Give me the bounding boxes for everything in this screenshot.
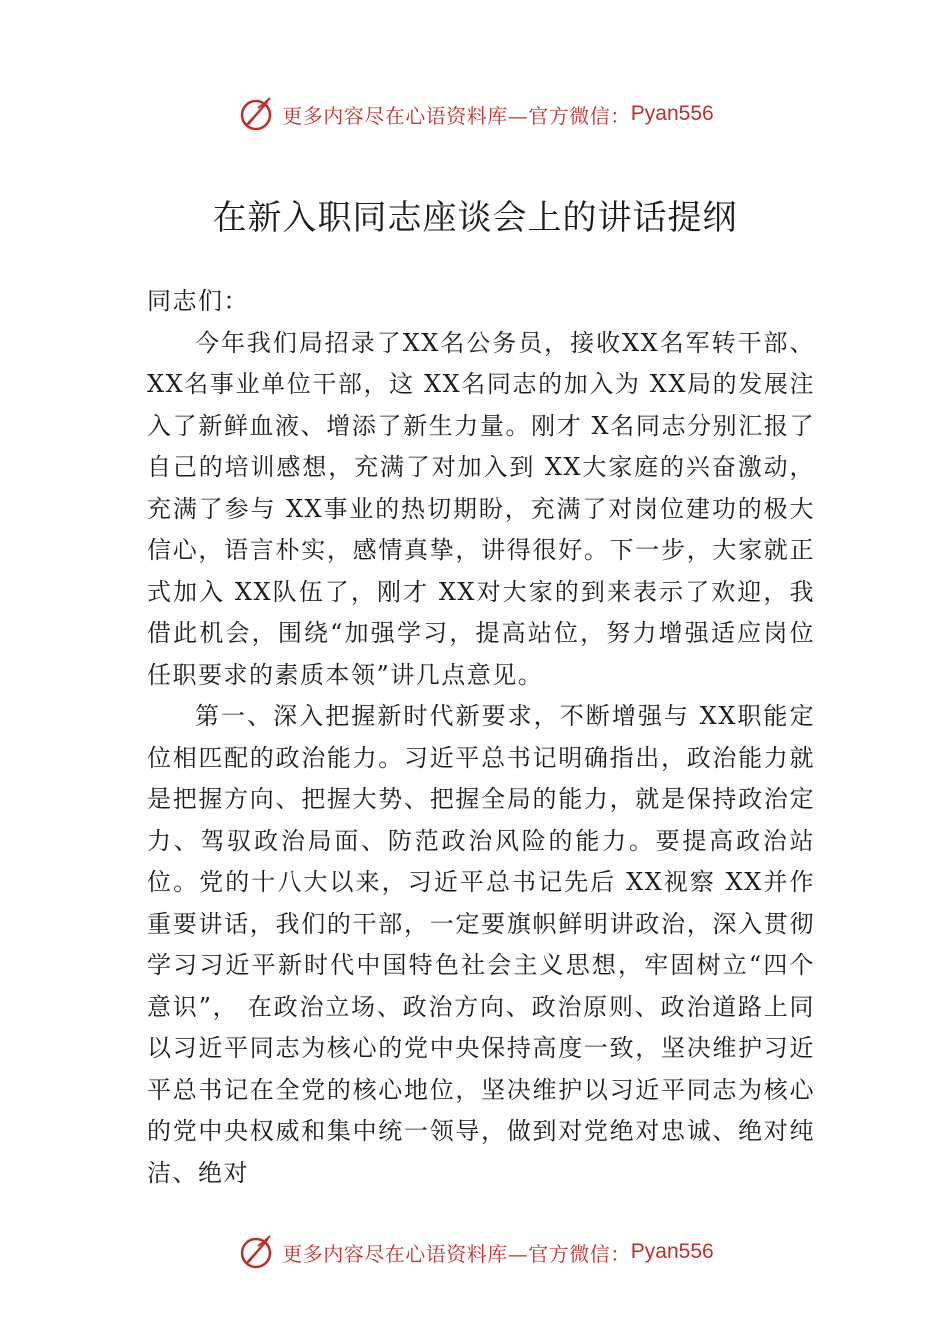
watermark-header — [0, 92, 950, 136]
watermark-wechat-id: Pyan556 — [630, 102, 714, 125]
paragraph-first-point: 第一、深入把握新时代新要求，不断增强与 XX职能定位相匹配的政治能力。习近平总书记明确指出，政治能力就是把握方向、把握大势、把握全局的能力，就是保持政治定力、驾驭政治局面、防范政治风险的能力。要提高政治站位。党的十八大以来，习近平总书记先后 XX视察 XX并作重要讲话，我们的干部，一定要旗帜鲜明讲政治，深入贯彻学习习近平新时代中国特色社会主义思想，牢固树立“四个意识”， 在政治立场、政治方向、政治原则、政治道路上同以习近平同志为核心的党中央保持高度一致，坚决维护习近平总书记在全党的核心地位，坚决维护以习近平同志为核心的党中央权威和集中统一领导，做到对党绝对忠诚、绝对纯洁、绝对 — [147, 702, 815, 1187]
paragraph-intro: 今年我们局招录了XX名公务员，接收XX名军转干部、XX名事业单位干部，这 XX名同志的加入为 XX局的发展注入了新鲜血液、增添了新生力量。刚才 X名同志分别汇报了自己的培训感想，充满了对加入到 XX大家庭的兴奋激动，充满了参与 XX事业的热切期盼，充满了对岗位建功的极大信心，语言朴实，感情真挚，讲得很好。下一步，大家就正式加入 XX队伍了，刚才 XX对大家的到来表示了欢迎，我借此机会，围绕“加强学习，提高站位，努力增强适应岗位任职要求的素质本领”讲几点意见。 — [147, 328, 815, 689]
quill-circle-logo-icon — [236, 1232, 276, 1272]
watermark-text: 更多内容尽在心语资料库—官方微信： — [282, 1241, 631, 1266]
document-title: 在新入职同志座谈会上的讲话提纲 — [212, 198, 738, 238]
quill-circle-logo-icon — [236, 94, 276, 134]
salutation: 同志们： — [147, 287, 249, 315]
watermark-text: 更多内容尽在心语资料库—官方微信： — [282, 103, 631, 128]
watermark-footer — [0, 1230, 950, 1274]
document-body — [147, 281, 815, 1194]
watermark-wechat-id: Pyan556 — [630, 1240, 714, 1263]
